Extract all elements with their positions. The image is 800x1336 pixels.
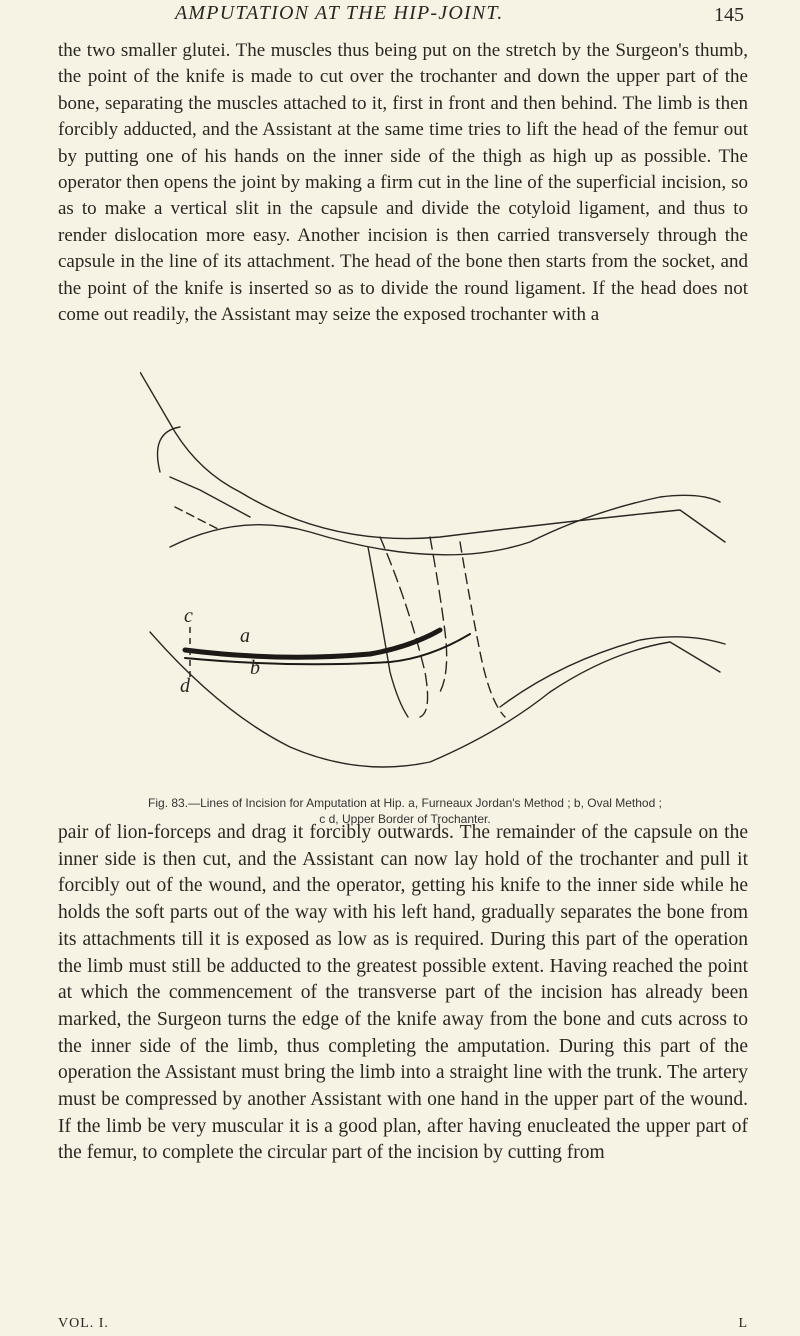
caption-line-2: c d, Upper Border of Trochanter.: [319, 812, 491, 826]
body-paragraph-1: the two smaller glutei. The muscles thus being put on the stretch by the Surgeon's thumb, the point of the knife is made to cut over the trochanter and down the upper part of the bone, separating the muscles attached to it, first in front and then behind. The limb is then forcibly adducted, and the Assistant at the same time tries to lift the head of the femur out by putting one of his hands on the inner side of the thigh as high up as possible. The operator then opens the joint by making a firm cut in the line of the superficial incision, so as to make a vertical slit in the capsule and divide the cotyloid ligament, and thus to render dislocation more easy. Another incision is then carried transversely through the capsule in the line of its attachment. The head of the bone then starts from the socket, and the point of the knife is inserted so as to divide the round ligament. If the head does not come out readily, the Assistant may seize the exposed trochanter with a: [58, 40, 748, 326]
limb-outline-upper: [140, 372, 725, 542]
running-title: AMPUTATION AT THE HIP-JOINT.: [175, 2, 504, 24]
oval-incision-outer: [430, 537, 447, 692]
oval-incision-right: [460, 542, 505, 717]
oval-incision-left: [368, 547, 408, 717]
upper-flap-line: [170, 495, 720, 555]
body-paragraph-2: pair of lion-forceps and drag it forcibly outwards. The remainder of the capsule on the inner side is then cut, and the Assistant can now lay hold of the trochanter and pull it forcibly out of the wound, and the operator, getting his knife to the inner side while he holds the soft parts out of the way with his left hand, gradually separates the bone from its attachments till it is exposed as low as is required. During this part of the operation the limb must still be adducted to the greatest possible extent. Having reached the point at which the commencement of the transverse part of the incision has already been marked, the Surgeon turns the edge of the knife away from the bone and cuts across to the inner side of the limb, thus completing the amputation. During this part of the operation the Assistant must bring the limb into a straight line with the trunk. The artery must be compressed by another Assistant with one hand in the upper part of the wound. If the limb be very muscular it is a good plan, after having enucleated the upper part of the femur, to complete the circular part of the incision by cutting from: [58, 822, 748, 1164]
jordan-incision-line: [185, 630, 440, 657]
label-c: c: [184, 605, 193, 627]
page-number: 145: [714, 4, 744, 26]
label-a: a: [240, 625, 250, 647]
oval-incision-inner: [380, 537, 428, 717]
page-footer: [58, 1316, 748, 1334]
volume-mark: VOL. I.: [58, 1316, 109, 1331]
incision-figure: [140, 372, 740, 792]
limb-outline-lower: [150, 632, 720, 767]
buttock-dash: [175, 507, 220, 530]
caption-line-1: Fig. 83.—Lines of Incision for Amputation at Hip. a, Furneaux Jordan's Method ; b, Oval Method ;: [148, 796, 662, 810]
label-b: b: [250, 657, 260, 679]
label-d: d: [180, 675, 190, 697]
lower-flap-line: [500, 637, 725, 707]
running-head: [0, 2, 800, 30]
signature-mark: L: [738, 1316, 748, 1331]
